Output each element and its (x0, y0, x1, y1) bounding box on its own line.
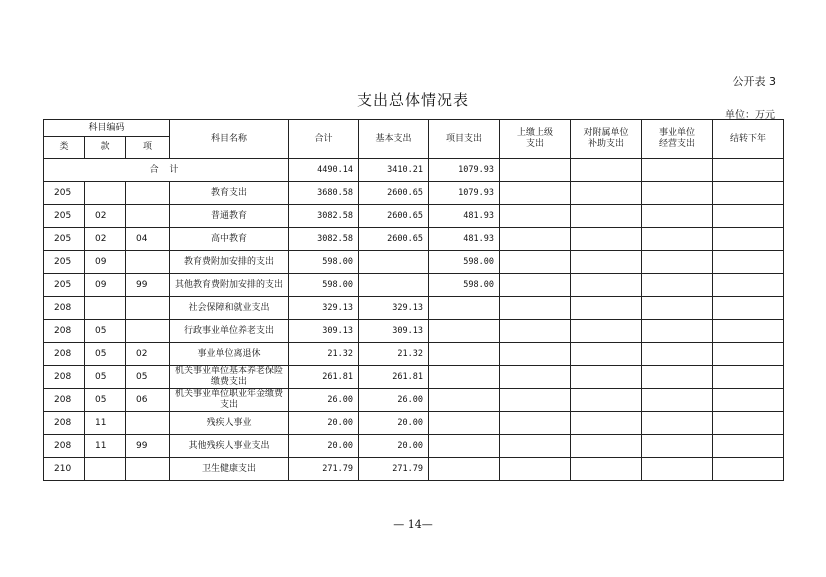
cell-xiang (126, 412, 170, 435)
cell-kuan: 05 (85, 320, 126, 343)
cell-xiang: 04 (126, 228, 170, 251)
cell-subject-name: 事业单位离退休 (170, 343, 289, 366)
cell-basic: 2600.65 (359, 228, 429, 251)
cell-subject-name: 普通教育 (170, 205, 289, 228)
cell-business (642, 320, 713, 343)
cell-carryover (713, 458, 784, 481)
cell-upper (500, 366, 571, 389)
cell-carryover (713, 297, 784, 320)
cell-category: 208 (44, 343, 85, 366)
cell-upper (500, 458, 571, 481)
cell-xiang: 99 (126, 274, 170, 297)
cell-kuan (85, 297, 126, 320)
cell-upper (500, 205, 571, 228)
cell-subject-name: 其他残疾人事业支出 (170, 435, 289, 458)
cell-business (642, 389, 713, 412)
table-row (44, 343, 784, 366)
cell-category: 208 (44, 412, 85, 435)
cell-total: 3082.58 (289, 228, 359, 251)
cell-subsidiary (571, 251, 642, 274)
cell-total: 20.00 (289, 435, 359, 458)
unit-label: 单位：万元 (725, 110, 775, 121)
cell-xiang (126, 182, 170, 205)
cell-xiang (126, 205, 170, 228)
total-amount: 4490.14 (289, 159, 359, 182)
table-row (44, 320, 784, 343)
header-business: 事业单位经营支出 (642, 120, 713, 159)
cell-total: 3680.58 (289, 182, 359, 205)
cell-total: 271.79 (289, 458, 359, 481)
table-row (44, 251, 784, 274)
cell-project: 1079.93 (429, 182, 500, 205)
cell-kuan: 11 (85, 412, 126, 435)
header-upper-subsidy: 上缴上级支出 (500, 120, 571, 159)
cell-xiang: 99 (126, 435, 170, 458)
cell-business (642, 182, 713, 205)
cell-kuan: 02 (85, 228, 126, 251)
cell-subject-name: 机关事业单位基本养老保险缴费支出 (170, 366, 289, 389)
table-row (44, 412, 784, 435)
cell-subsidiary (571, 412, 642, 435)
cell-basic (359, 274, 429, 297)
cell-subsidiary (571, 458, 642, 481)
total-business (642, 159, 713, 182)
table-row (44, 435, 784, 458)
cell-category: 210 (44, 458, 85, 481)
cell-subject-name: 教育费附加安排的支出 (170, 251, 289, 274)
cell-upper (500, 228, 571, 251)
cell-upper (500, 343, 571, 366)
cell-upper (500, 297, 571, 320)
cell-xiang (126, 320, 170, 343)
cell-subject-name: 行政事业单位养老支出 (170, 320, 289, 343)
total-label: 合 计 (44, 159, 289, 182)
cell-xiang (126, 458, 170, 481)
cell-total: 261.81 (289, 366, 359, 389)
cell-subject-name: 高中教育 (170, 228, 289, 251)
cell-subsidiary (571, 205, 642, 228)
cell-kuan: 11 (85, 435, 126, 458)
cell-carryover (713, 435, 784, 458)
cell-carryover (713, 205, 784, 228)
cell-business (642, 343, 713, 366)
cell-kuan (85, 182, 126, 205)
form-number: 公开表 3 (732, 75, 776, 88)
total-carryover (713, 159, 784, 182)
cell-basic: 2600.65 (359, 205, 429, 228)
cell-kuan: 02 (85, 205, 126, 228)
cell-xiang: 05 (126, 366, 170, 389)
cell-project: 481.93 (429, 228, 500, 251)
cell-category: 205 (44, 251, 85, 274)
cell-carryover (713, 320, 784, 343)
cell-total: 309.13 (289, 320, 359, 343)
cell-kuan: 05 (85, 389, 126, 412)
cell-total: 598.00 (289, 251, 359, 274)
cell-total: 598.00 (289, 274, 359, 297)
cell-total: 21.32 (289, 343, 359, 366)
cell-category: 208 (44, 366, 85, 389)
cell-category: 205 (44, 274, 85, 297)
cell-upper (500, 435, 571, 458)
cell-xiang (126, 297, 170, 320)
cell-subject-name: 教育支出 (170, 182, 289, 205)
cell-basic: 261.81 (359, 366, 429, 389)
cell-subsidiary (571, 320, 642, 343)
cell-project (429, 435, 500, 458)
cell-total: 329.13 (289, 297, 359, 320)
cell-kuan: 09 (85, 274, 126, 297)
total-project: 1079.93 (429, 159, 500, 182)
cell-project (429, 389, 500, 412)
expense-table (43, 119, 784, 481)
cell-subsidiary (571, 389, 642, 412)
cell-carryover (713, 343, 784, 366)
header-kuan: 款 (85, 137, 126, 159)
cell-subject-name: 机关事业单位职业年金缴费支出 (170, 389, 289, 412)
cell-project (429, 320, 500, 343)
cell-subsidiary (571, 182, 642, 205)
cell-project (429, 458, 500, 481)
cell-subject-name: 残疾人事业 (170, 412, 289, 435)
cell-carryover (713, 228, 784, 251)
cell-basic: 20.00 (359, 435, 429, 458)
cell-business (642, 205, 713, 228)
cell-business (642, 274, 713, 297)
cell-total: 3082.58 (289, 205, 359, 228)
total-subsidiary (571, 159, 642, 182)
cell-upper (500, 389, 571, 412)
cell-kuan: 09 (85, 251, 126, 274)
cell-project (429, 366, 500, 389)
total-basic: 3410.21 (359, 159, 429, 182)
cell-xiang: 02 (126, 343, 170, 366)
cell-basic: 271.79 (359, 458, 429, 481)
cell-business (642, 458, 713, 481)
cell-project (429, 412, 500, 435)
cell-carryover (713, 251, 784, 274)
cell-subsidiary (571, 343, 642, 366)
cell-basic: 26.00 (359, 389, 429, 412)
header-project: 项目支出 (429, 120, 500, 159)
cell-project (429, 297, 500, 320)
cell-business (642, 251, 713, 274)
cell-carryover (713, 412, 784, 435)
cell-upper (500, 274, 571, 297)
cell-carryover (713, 182, 784, 205)
cell-project: 481.93 (429, 205, 500, 228)
cell-category: 205 (44, 205, 85, 228)
cell-project: 598.00 (429, 274, 500, 297)
cell-project: 598.00 (429, 251, 500, 274)
table-row (44, 366, 784, 389)
header-subject-name: 科目名称 (170, 120, 289, 159)
page-title: 支出总体情况表 (356, 91, 469, 109)
cell-basic: 21.32 (359, 343, 429, 366)
total-row (44, 159, 784, 182)
header-xiang: 项 (126, 137, 170, 159)
table-row (44, 182, 784, 205)
cell-subsidiary (571, 366, 642, 389)
header-subsidiary-subsidy: 对附属单位补助支出 (571, 120, 642, 159)
cell-carryover (713, 274, 784, 297)
cell-total: 20.00 (289, 412, 359, 435)
cell-category: 208 (44, 297, 85, 320)
cell-business (642, 228, 713, 251)
table-row (44, 205, 784, 228)
cell-carryover (713, 366, 784, 389)
table-row (44, 389, 784, 412)
cell-category: 208 (44, 435, 85, 458)
cell-basic: 309.13 (359, 320, 429, 343)
cell-upper (500, 412, 571, 435)
cell-kuan (85, 458, 126, 481)
header-total: 合计 (289, 120, 359, 159)
cell-carryover (713, 389, 784, 412)
header-subject-code: 科目编码 (44, 120, 170, 137)
cell-subject-name: 其他教育费附加安排的支出 (170, 274, 289, 297)
cell-category: 208 (44, 320, 85, 343)
cell-basic: 2600.65 (359, 182, 429, 205)
cell-kuan: 05 (85, 366, 126, 389)
cell-business (642, 366, 713, 389)
cell-subsidiary (571, 297, 642, 320)
cell-subject-name: 社会保障和就业支出 (170, 297, 289, 320)
cell-business (642, 435, 713, 458)
cell-subsidiary (571, 435, 642, 458)
cell-business (642, 297, 713, 320)
cell-project (429, 343, 500, 366)
cell-subsidiary (571, 228, 642, 251)
cell-xiang (126, 251, 170, 274)
cell-category: 208 (44, 389, 85, 412)
table-row (44, 274, 784, 297)
total-upper (500, 159, 571, 182)
cell-upper (500, 320, 571, 343)
cell-basic: 20.00 (359, 412, 429, 435)
header-carryover: 结转下年 (713, 120, 784, 159)
cell-kuan: 05 (85, 343, 126, 366)
table-row (44, 458, 784, 481)
cell-xiang: 06 (126, 389, 170, 412)
cell-basic: 329.13 (359, 297, 429, 320)
cell-subject-name: 卫生健康支出 (170, 458, 289, 481)
cell-total: 26.00 (289, 389, 359, 412)
cell-subsidiary (571, 274, 642, 297)
cell-category: 205 (44, 228, 85, 251)
table-row (44, 297, 784, 320)
cell-upper (500, 182, 571, 205)
table-row (44, 228, 784, 251)
header-basic: 基本支出 (359, 120, 429, 159)
header-cat: 类 (44, 137, 85, 159)
cell-business (642, 412, 713, 435)
cell-basic (359, 251, 429, 274)
cell-category: 205 (44, 182, 85, 205)
page-number: — 14— (393, 518, 433, 531)
cell-upper (500, 251, 571, 274)
